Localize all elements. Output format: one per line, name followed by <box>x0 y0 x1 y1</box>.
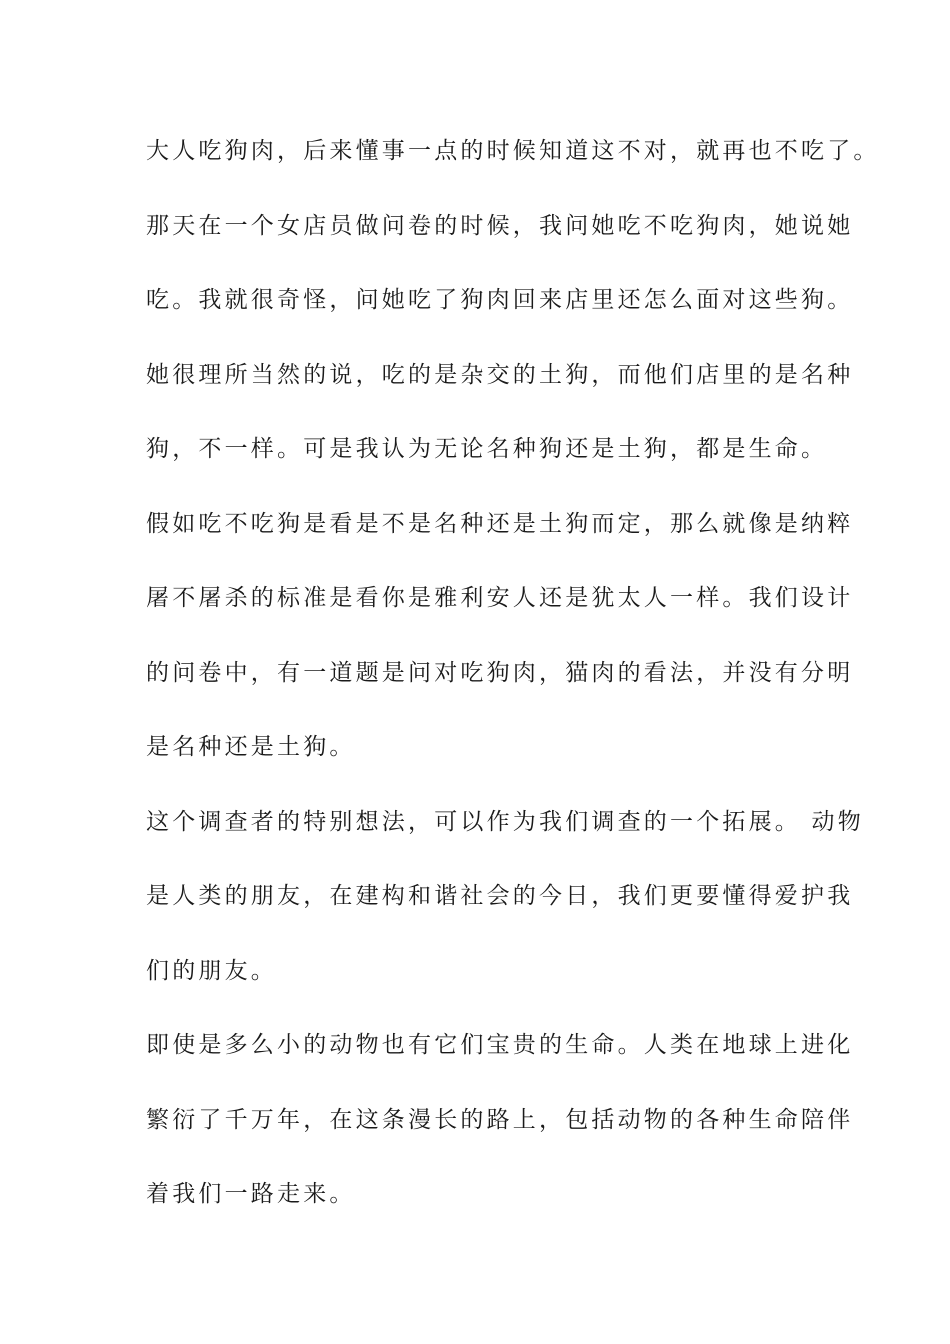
text-line-3: 吃。我就很奇怪，问她吃了狗肉回来店里还怎么面对这些狗。 <box>146 287 854 313</box>
text-line-2: 那天在一个女店员做问卷的时候，我问她吃不吃狗肉，她说她 <box>146 213 854 239</box>
text-line-10: 这个调查者的特别想法，可以作为我们调查的一个拓展。 动物 <box>146 809 864 835</box>
text-line-4: 她很理所当然的说，吃的是杂交的土狗，而他们店里的是名种 <box>146 362 854 388</box>
text-line-15: 着我们一路走来。 <box>146 1181 356 1207</box>
text-line-6: 假如吃不吃狗是看是不是名种还是土狗而定，那么就像是纳粹 <box>146 511 854 537</box>
text-line-5: 狗，不一样。可是我认为无论名种狗还是土狗，都是生命。 <box>146 436 828 462</box>
text-line-12: 们的朋友。 <box>146 958 277 984</box>
text-line-11: 是人类的朋友，在建构和谐社会的今日，我们更要懂得爱护我 <box>146 883 854 909</box>
text-line-13: 即使是多么小的动物也有它们宝贵的生命。人类在地球上进化 <box>146 1032 854 1058</box>
text-line-1: 大人吃狗肉，后来懂事一点的时候知道这不对，就再也不吃了。 <box>146 138 880 164</box>
text-line-7: 屠不屠杀的标准是看你是雅利安人还是犹太人一样。我们设计 <box>146 585 854 611</box>
text-line-8: 的问卷中，有一道题是问对吃狗肉，猫肉的看法，并没有分明 <box>146 660 854 686</box>
text-line-9: 是名种还是土狗。 <box>146 734 356 760</box>
text-line-14: 繁衍了千万年，在这条漫长的路上，包括动物的各种生命陪伴 <box>146 1107 854 1133</box>
